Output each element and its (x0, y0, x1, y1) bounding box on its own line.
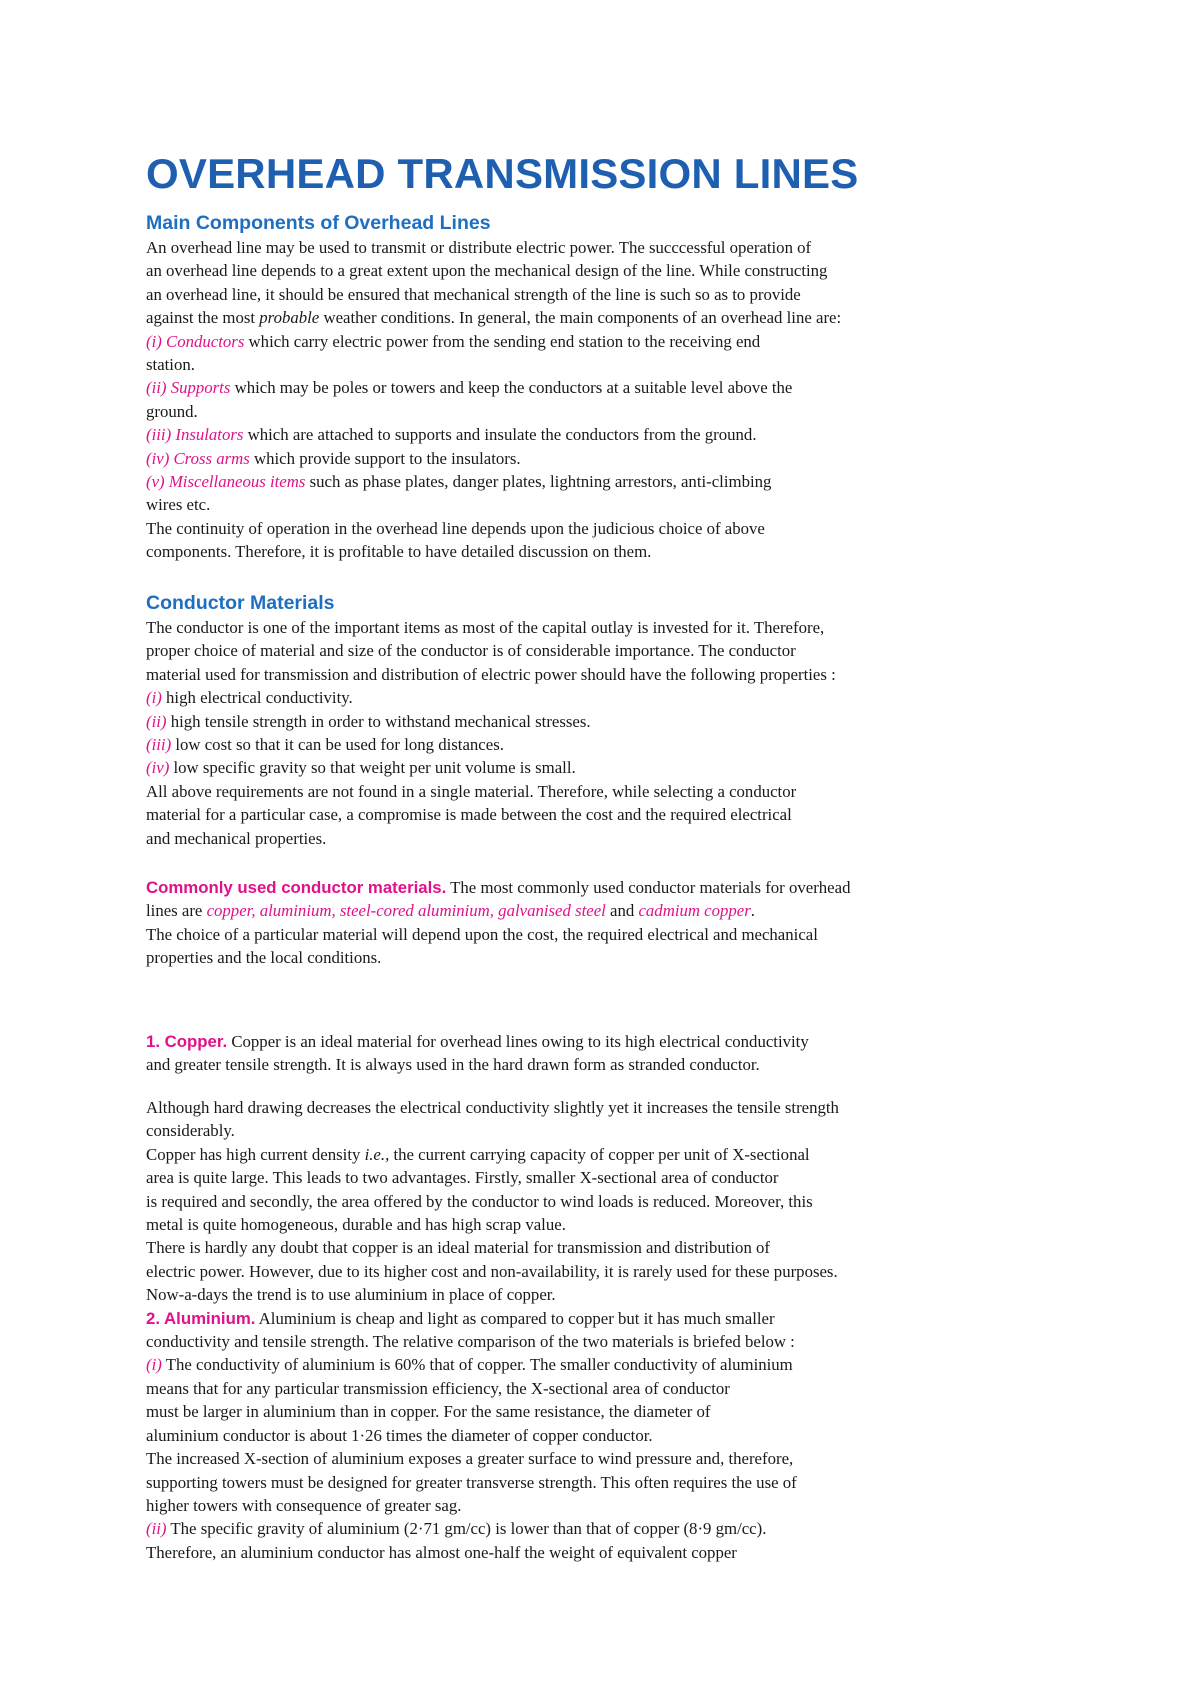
paragraph-line (146, 899, 1146, 922)
list-item (146, 756, 1146, 779)
item-text: low cost so that it can be used for long distances. (171, 735, 504, 755)
section-conductor-materials (146, 590, 1146, 850)
paragraph-line: an overhead line, it should be ensured that mechanical strength of the line is such so as to provide (146, 284, 801, 304)
item-term: (ii) Supports (146, 378, 231, 398)
list-item (146, 470, 1146, 493)
paragraph-line: and mechanical properties. (146, 828, 327, 848)
paragraph-line: proper choice of material and size of the conductor is of considerable importance. The conductor (146, 641, 796, 661)
text-run: lines are (146, 901, 207, 921)
page-title: OVERHEAD TRANSMISSION LINES (146, 150, 859, 197)
text-run: and (605, 901, 639, 921)
item-number: (iii) (146, 735, 172, 755)
paragraph-line (146, 1143, 1146, 1166)
item-text: which provide support to the insulators. (249, 448, 521, 468)
item-term: (v) Miscellaneous items (146, 472, 306, 492)
item-text: The conductivity of aluminium is 60% that of copper. The smaller conductivity of aluminium (161, 1355, 793, 1375)
paragraph-line: The conductor is one of the important items as most of the capital outlay is invested for it. Therefore, (146, 618, 825, 637)
paragraph-line: An overhead line may be used to transmit or distribute electric power. The succcessful operation of (146, 238, 812, 257)
item-text: high tensile strength in order to withstand mechanical stresses. (166, 711, 591, 731)
paragraph-line: considerably. (146, 1121, 235, 1141)
item-text: such as phase plates, danger plates, lightning arrestors, anti-climbing (305, 472, 772, 492)
paragraph-line: material used for transmission and distribution of electric power should have the following properties : (146, 664, 836, 684)
item-number: (iv) (146, 758, 170, 778)
paragraph-line: aluminium conductor is about 1·26 times the diameter of copper conductor. (146, 1425, 653, 1445)
paragraph-line: Although hard drawing decreases the electrical conductivity slightly yet it increases the tensile strength (146, 1098, 839, 1117)
lead-term: 1. Copper. (146, 1032, 228, 1051)
section-heading: Main Components of Overhead Lines (146, 212, 491, 234)
list-item-continuation: wires etc. (146, 495, 211, 515)
section-main-components (146, 210, 1146, 564)
paragraph-line: The continuity of operation in the overhead line depends upon the judicious choice of above (146, 518, 765, 538)
item-number: (ii) (146, 1519, 167, 1539)
item-text: which carry electric power from the sending end station to the receiving end (244, 331, 761, 351)
paragraph-line: must be larger in aluminium than in copper. For the same resistance, the diameter of (146, 1402, 711, 1422)
list-item (146, 1517, 1146, 1540)
text-run: Aluminium is cheap and light as compared to copper but it has much smaller (255, 1308, 775, 1328)
paragraph-line: means that for any particular transmission efficiency, the X-sectional area of conductor (146, 1378, 730, 1398)
item-term: (i) Conductors (146, 331, 245, 351)
paragraph-line (146, 1030, 1146, 1053)
paragraph-line: and greater tensile strength. It is always used in the hard drawn form as stranded conductor. (146, 1055, 760, 1075)
paragraph-line: electric power. However, due to its higher cost and non-availability, it is rarely used for these purposes. (146, 1261, 838, 1281)
list-item (146, 733, 1146, 756)
section-common-materials (146, 876, 1146, 970)
item-term: (iv) Cross arms (146, 448, 250, 468)
emphasis-text: i.e. (364, 1144, 386, 1164)
paragraph-line: conductivity and tensile strength. The relative comparison of the two materials is briefed below : (146, 1332, 795, 1352)
list-item (146, 423, 1146, 446)
text-run: The most commonly used conductor materials for overhead (446, 878, 851, 897)
list-item (146, 376, 1146, 399)
paragraph-line: components. Therefore, it is profitable to have detailed discussion on them. (146, 542, 652, 562)
list-item (146, 447, 1146, 470)
list-item (146, 330, 1146, 353)
material-name: cadmium copper (638, 901, 751, 921)
text-run: against the most (146, 308, 260, 328)
list-item (146, 710, 1146, 733)
item-number: (ii) (146, 711, 167, 731)
section-copper-continued (146, 1096, 1146, 1564)
paragraph-line: supporting towers must be designed for greater transverse strength. This often requires the use of (146, 1472, 797, 1492)
material-list: copper, aluminium, steel-cored aluminium, galvanised steel (206, 901, 606, 921)
paragraph-line (146, 306, 1146, 329)
item-text: low specific gravity so that weight per unit volume is small. (169, 758, 576, 778)
text-run: . (750, 901, 755, 921)
section-heading: Conductor Materials (146, 592, 335, 614)
paragraph-line: is required and secondly, the area offered by the conductor to wind loads is reduced. Moreover, this (146, 1191, 813, 1211)
list-item (146, 1353, 1146, 1376)
text-run: Copper has high current density (146, 1144, 365, 1164)
paragraph-line: There is hardly any doubt that copper is an ideal material for transmission and distribution of (146, 1238, 771, 1258)
paragraph-line: The increased X-section of aluminium exposes a greater surface to wind pressure and, therefore, (146, 1449, 794, 1469)
item-text: The specific gravity of aluminium (2·71 gm/cc) is lower than that of copper (8·9 gm/cc). (166, 1519, 767, 1539)
text-run: , the current carrying capacity of copper per unit of X-sectional (385, 1144, 810, 1164)
list-item (146, 686, 1146, 709)
paragraph-line (146, 876, 1146, 899)
lead-term: Commonly used conductor materials. (146, 878, 447, 897)
lead-term: 2. Aluminium. (146, 1308, 256, 1328)
paragraph-line: material for a particular case, a compromise is made between the cost and the required electrical (146, 805, 792, 825)
list-item-continuation: ground. (146, 401, 198, 421)
item-number: (i) (146, 1355, 162, 1375)
paragraph-line (146, 1307, 1146, 1330)
item-term: (iii) Insulators (146, 425, 244, 445)
paragraph-line: an overhead line depends to a great extent upon the mechanical design of the line. While constructing (146, 261, 828, 281)
item-number: (i) (146, 688, 162, 708)
paragraph-line: All above requirements are not found in a single material. Therefore, while selecting a conductor (146, 781, 797, 801)
paragraph-line: Now-a-days the trend is to use aluminium in place of copper. (146, 1285, 556, 1305)
item-text: high electrical conductivity. (161, 688, 353, 708)
paragraph-line: area is quite large. This leads to two advantages. Firstly, smaller X-sectional area of conductor (146, 1168, 779, 1188)
emphasis-text: probable (259, 308, 320, 328)
item-text: which are attached to supports and insulate the conductors from the ground. (243, 425, 757, 445)
paragraph-line: higher towers with consequence of greater sag. (146, 1495, 462, 1515)
paragraph-line: metal is quite homogeneous, durable and has high scrap value. (146, 1215, 566, 1235)
section-copper (146, 1030, 1146, 1077)
text-run: weather conditions. In general, the main components of an overhead line are: (319, 308, 842, 328)
item-text: which may be poles or towers and keep the conductors at a suitable level above the (230, 378, 793, 398)
text-run: Copper is an ideal material for overhead lines owing to its high electrical conductivity (227, 1032, 809, 1051)
paragraph-line: properties and the local conditions. (146, 948, 382, 968)
list-item-continuation: station. (146, 355, 195, 375)
paragraph-line: Therefore, an aluminium conductor has almost one-half the weight of equivalent copper (146, 1542, 737, 1562)
paragraph-line: The choice of a particular material will depend upon the cost, the required electrical and mechanical (146, 924, 818, 944)
